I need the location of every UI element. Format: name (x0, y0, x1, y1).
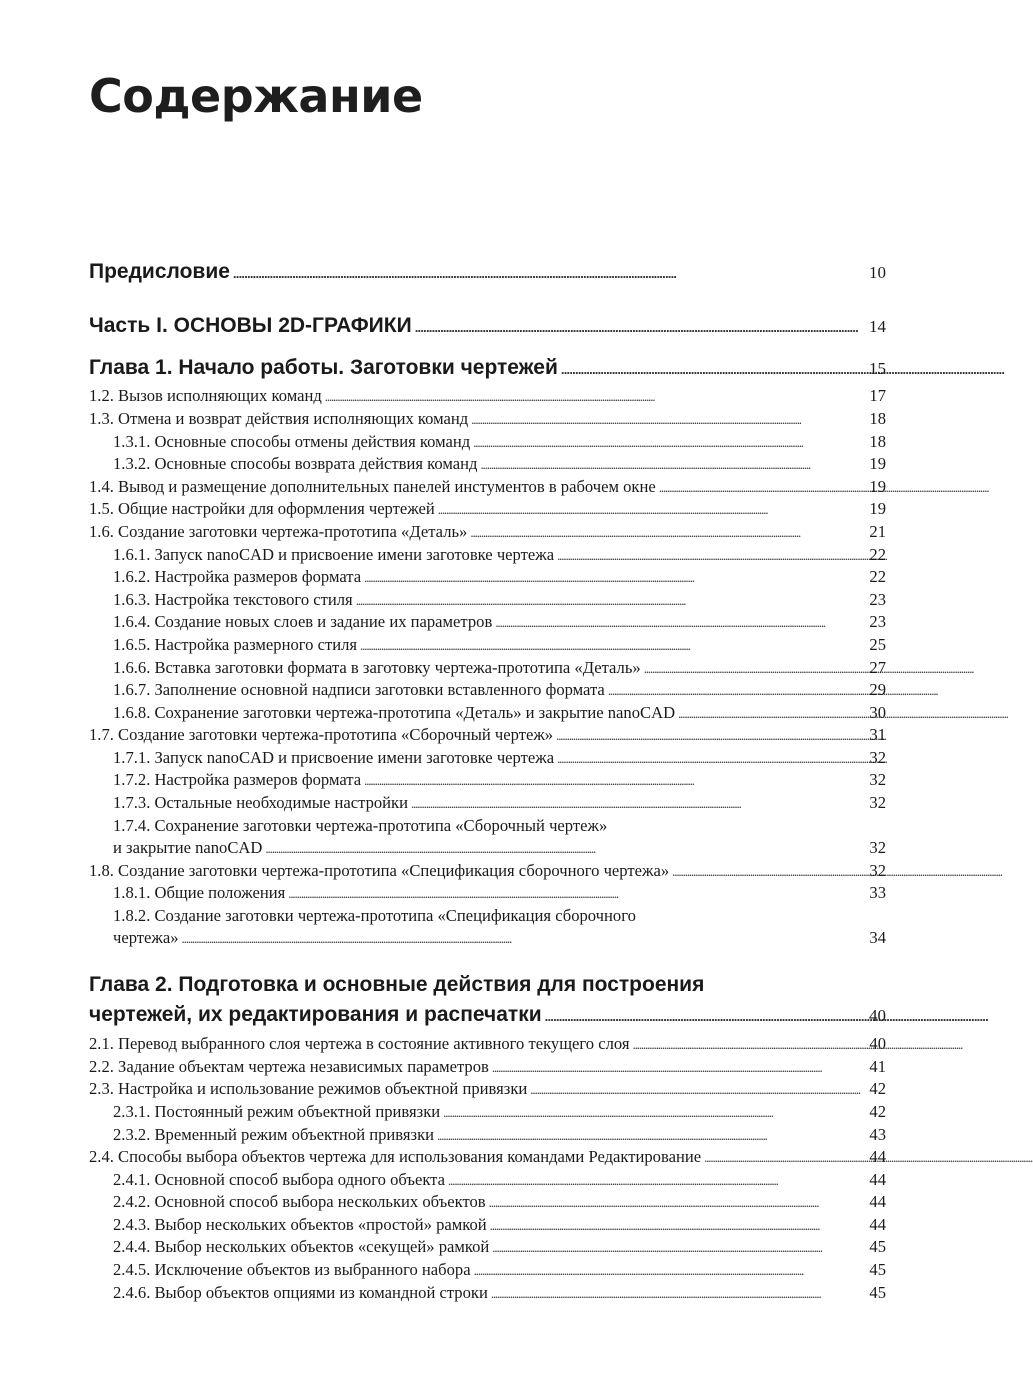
dot-leader (471, 408, 866, 432)
toc-entry-2-3-1[interactable] (113, 1101, 886, 1125)
toc-entry-2-3[interactable] (89, 1078, 886, 1102)
dot-leader (288, 882, 866, 906)
toc-entry-title: 1.2. Вызов исполняющих команд (89, 386, 322, 405)
toc-entry-page: 44 (869, 1192, 886, 1211)
toc-entry-page: 40 (869, 1006, 886, 1025)
toc-entry-1-6-5[interactable] (113, 634, 886, 658)
toc-entry-preface[interactable] (89, 258, 886, 288)
toc-entry-page: 32 (869, 748, 886, 767)
toc-entry-page: 19 (869, 477, 886, 496)
toc-entry-page: 23 (869, 612, 886, 631)
toc-entry-page: 18 (869, 409, 886, 428)
dot-leader (492, 1236, 866, 1260)
toc-entry-1-3-1[interactable] (113, 431, 886, 455)
toc-entry-title: и закрытие nanoCAD (113, 838, 263, 857)
toc-entry-1-7-1[interactable] (113, 747, 886, 771)
dot-leader (557, 747, 866, 771)
toc-entry-page: 30 (869, 703, 886, 722)
dot-leader (491, 1282, 867, 1306)
dot-leader (325, 385, 867, 409)
toc-entry-page: 34 (869, 928, 886, 947)
toc-entry-title: чертежей, их редактирования и распечатки (89, 1003, 542, 1026)
toc-entry-page: 21 (869, 522, 886, 541)
dot-leader (437, 1124, 866, 1148)
toc-entry-title: 2.2. Задание объектам чертежа независимых параметров (89, 1057, 489, 1076)
toc-entry-1-8-2[interactable] (113, 927, 886, 951)
toc-entry-2-4-2[interactable] (113, 1191, 886, 1215)
toc-entry-2-3-2[interactable] (113, 1124, 886, 1148)
toc-entry-page: 32 (869, 793, 886, 812)
toc-entry-title: 1.6. Создание заготовки чертежа-прототипа «Деталь» (89, 522, 468, 541)
toc-entry-page: 23 (869, 590, 886, 609)
toc-entry-page: 32 (869, 861, 886, 880)
toc-entry-page: 32 (869, 838, 886, 857)
dot-leader (632, 1033, 866, 1057)
toc-entry-2-4-4[interactable] (113, 1236, 886, 1260)
toc-entry-title: 1.6.2. Настройка размеров формата (113, 567, 362, 586)
toc-entry-page: 33 (869, 883, 886, 902)
toc-entry-1-6-7[interactable] (113, 679, 886, 703)
toc-entry-title: 2.4. Способы выбора объектов чертежа для использования командами Редактирование (89, 1147, 702, 1166)
toc-entry-2-1[interactable] (89, 1033, 886, 1057)
toc-entry-title: 1.6.8. Сохранение заготовки чертежа-прототипа «Деталь» и закрытие nanoCAD (113, 703, 676, 722)
toc-entry-1-6-2[interactable] (113, 566, 886, 590)
toc-entry-chapter2-line1[interactable]: Глава 2. Подготовка и основные действия для построения (89, 973, 705, 996)
dot-leader (672, 860, 866, 884)
toc-entry-title: 1.6.5. Настройка размерного стиля (113, 635, 358, 654)
toc-entry-page: 22 (869, 545, 886, 564)
toc-entry-2-4-1[interactable] (113, 1169, 886, 1193)
toc-entry-title: Предисловие (89, 260, 230, 283)
dot-leader (495, 611, 866, 635)
dot-leader (530, 1078, 866, 1102)
toc-entry-chapter1[interactable] (89, 354, 886, 384)
toc-entry-page: 45 (869, 1283, 886, 1302)
dot-leader (545, 1001, 866, 1031)
toc-entry-title: 2.4.4. Выбор нескольких объектов «секущей» рамкой (113, 1237, 490, 1256)
dot-leader (678, 702, 866, 726)
toc-entry-title: 1.7.2. Настройка размеров формата (113, 770, 362, 789)
toc-entry-1-6-6[interactable] (113, 657, 886, 681)
toc-entry-1-6[interactable] (89, 521, 886, 545)
dot-leader (265, 837, 866, 861)
toc-entry-title: 2.3.2. Временный режим объектной привязки (113, 1125, 435, 1144)
toc-entry-page: 19 (869, 499, 886, 518)
toc-entry-1-3[interactable] (89, 408, 886, 432)
dot-leader (443, 1101, 866, 1125)
toc-entry-1-7-4[interactable] (113, 837, 886, 861)
toc-entry-title: 1.6.7. Заполнение основной надписи заготовки вставленного формата (113, 680, 605, 699)
dot-leader (470, 521, 866, 545)
dot-leader (659, 476, 867, 500)
toc-entry-title: 1.6.6. Вставка заготовки формата в заготовку чертежа-прототипа «Деталь» (113, 658, 641, 677)
toc-entry-page: 44 (869, 1147, 886, 1166)
toc-entry-1-3-2[interactable] (113, 453, 886, 477)
toc-entry-title: 1.4. Вывод и размещение дополнительных панелей инстументов в рабочем окне (89, 477, 656, 496)
toc-entry-1-5[interactable] (89, 498, 886, 522)
toc-entry-1-8-2-line1[interactable]: 1.8.2. Создание заготовки чертежа-прототипа «Спецификация сборочного (113, 906, 636, 925)
toc-entry-page: 32 (869, 770, 886, 789)
toc-entry-page: 42 (869, 1079, 886, 1098)
dot-leader (557, 544, 866, 568)
toc-entry-2-4-6[interactable] (113, 1282, 886, 1306)
toc-entry-title: Глава 1. Начало работы. Заготовки чертежей (89, 356, 558, 379)
toc-entry-title: 1.7.1. Запуск nanoCAD и присвоение имени заготовке чертежа (113, 748, 555, 767)
toc-entry-chapter2[interactable] (89, 1001, 886, 1031)
dot-leader (480, 453, 866, 477)
dot-leader (182, 927, 867, 951)
dot-leader (415, 312, 866, 342)
dot-leader (704, 1146, 866, 1170)
toc-entry-title: 1.7. Создание заготовки чертежа-прототипа «Сборочный чертеж» (89, 725, 554, 744)
page-title: Содержание (89, 69, 423, 123)
toc-entry-title: 2.4.6. Выбор объектов опциями из командной строки (113, 1283, 488, 1302)
dot-leader (608, 679, 867, 703)
toc-entry-2-2[interactable] (89, 1056, 886, 1080)
toc-entry-page: 17 (869, 386, 886, 405)
toc-entry-title: 1.5. Общие настройки для оформления чертежей (89, 499, 435, 518)
dot-leader (490, 1214, 867, 1238)
toc-entry-title: Часть I. ОСНОВЫ 2D-ГРАФИКИ (89, 314, 412, 337)
toc-entry-1-7[interactable] (89, 724, 886, 748)
toc-entry-1-8-1[interactable] (113, 882, 886, 906)
dot-leader (364, 769, 866, 793)
toc-entry-1-2[interactable] (89, 385, 886, 409)
toc-entry-title: 1.6.1. Запуск nanoCAD и присвоение имени заготовке чертежа (113, 545, 555, 564)
toc-entry-page: 10 (869, 263, 886, 282)
toc-entry-1-8[interactable] (89, 860, 886, 884)
toc-entry-1-6-1[interactable] (113, 544, 886, 568)
toc-entry-title: чертежа» (113, 928, 179, 947)
toc-entry-page: 45 (869, 1237, 886, 1256)
toc-entry-title: 1.7.3. Остальные необходимые настройки (113, 793, 408, 812)
toc-entry-title: 1.8. Создание заготовки чертежа-прототипа «Спецификация сборочного чертежа» (89, 861, 670, 880)
toc-entry-page: 43 (869, 1125, 886, 1144)
dot-leader (492, 1056, 867, 1080)
toc-entry-page: 29 (869, 680, 886, 699)
dot-leader (448, 1169, 866, 1193)
toc-entry-title: 2.4.3. Выбор нескольких объектов «простой» рамкой (113, 1215, 487, 1234)
toc-entry-page: 31 (869, 725, 886, 744)
dot-leader (644, 657, 867, 681)
toc-entry-title: 1.3.1. Основные способы отмены действия команд (113, 432, 471, 451)
toc-entry-part1[interactable] (89, 312, 886, 342)
dot-leader (233, 258, 866, 288)
toc-entry-page: 15 (869, 359, 886, 378)
toc-entry-title: 1.6.3. Настройка текстового стиля (113, 590, 353, 609)
toc-entry-page: 19 (869, 454, 886, 473)
toc-entry-2-4-3[interactable] (113, 1214, 886, 1238)
toc-entry-1-7-3[interactable] (113, 792, 886, 816)
dot-leader (438, 498, 867, 522)
toc-entry-page: 44 (869, 1215, 886, 1234)
toc-entry-2-4-5[interactable] (113, 1259, 886, 1283)
dot-leader (411, 792, 866, 816)
toc-entry-title: 2.4.5. Исключение объектов из выбранного набора (113, 1260, 471, 1279)
dot-leader (556, 724, 866, 748)
toc-entry-title: 2.3.1. Постоянный режим объектной привязки (113, 1102, 441, 1121)
dot-leader (473, 431, 866, 455)
toc-entry-page: 41 (869, 1057, 886, 1076)
toc-entry-title: 2.1. Перевод выбранного слоя чертежа в состояние активного текущего слоя (89, 1034, 630, 1053)
toc-entry-1-6-8[interactable] (113, 702, 886, 726)
toc-entry-page: 44 (869, 1170, 886, 1189)
toc-entry-title: 1.6.4. Создание новых слоев и задание их параметров (113, 612, 493, 631)
toc-entry-page: 45 (869, 1260, 886, 1279)
dot-leader (364, 566, 866, 590)
toc-entry-page: 18 (869, 432, 886, 451)
toc-entry-2-4[interactable] (89, 1146, 886, 1170)
toc-entry-1-7-2[interactable] (113, 769, 886, 793)
toc-entry-1-7-4-line1[interactable]: 1.7.4. Сохранение заготовки чертежа-прототипа «Сборочный чертеж» (113, 816, 608, 835)
toc-entry-page: 40 (869, 1034, 886, 1053)
toc-entry-1-4[interactable] (89, 476, 886, 500)
dot-leader (474, 1259, 867, 1283)
toc-entry-title: 1.3. Отмена и возврат действия исполняющих команд (89, 409, 469, 428)
dot-leader (356, 589, 867, 613)
toc-entry-title: 2.4.1. Основной способ выбора одного объекта (113, 1170, 446, 1189)
dot-leader (360, 634, 866, 658)
toc-entry-page: 42 (869, 1102, 886, 1121)
dot-leader (561, 354, 866, 384)
toc-entry-title: 1.8.1. Общие положения (113, 883, 286, 902)
toc-entry-title: 2.4.2. Основной способ выбора нескольких объектов (113, 1192, 486, 1211)
toc-entry-page: 14 (869, 317, 886, 336)
toc-entry-page: 25 (869, 635, 886, 654)
dot-leader (489, 1191, 867, 1215)
toc-entry-page: 27 (869, 658, 886, 677)
toc-entry-page: 22 (869, 567, 886, 586)
toc-entry-1-6-4[interactable] (113, 611, 886, 635)
toc-entry-title: 1.3.2. Основные способы возврата действия команд (113, 454, 478, 473)
toc-entry-1-6-3[interactable] (113, 589, 886, 613)
toc-entry-title: 2.3. Настройка и использование режимов объектной привязки (89, 1079, 528, 1098)
